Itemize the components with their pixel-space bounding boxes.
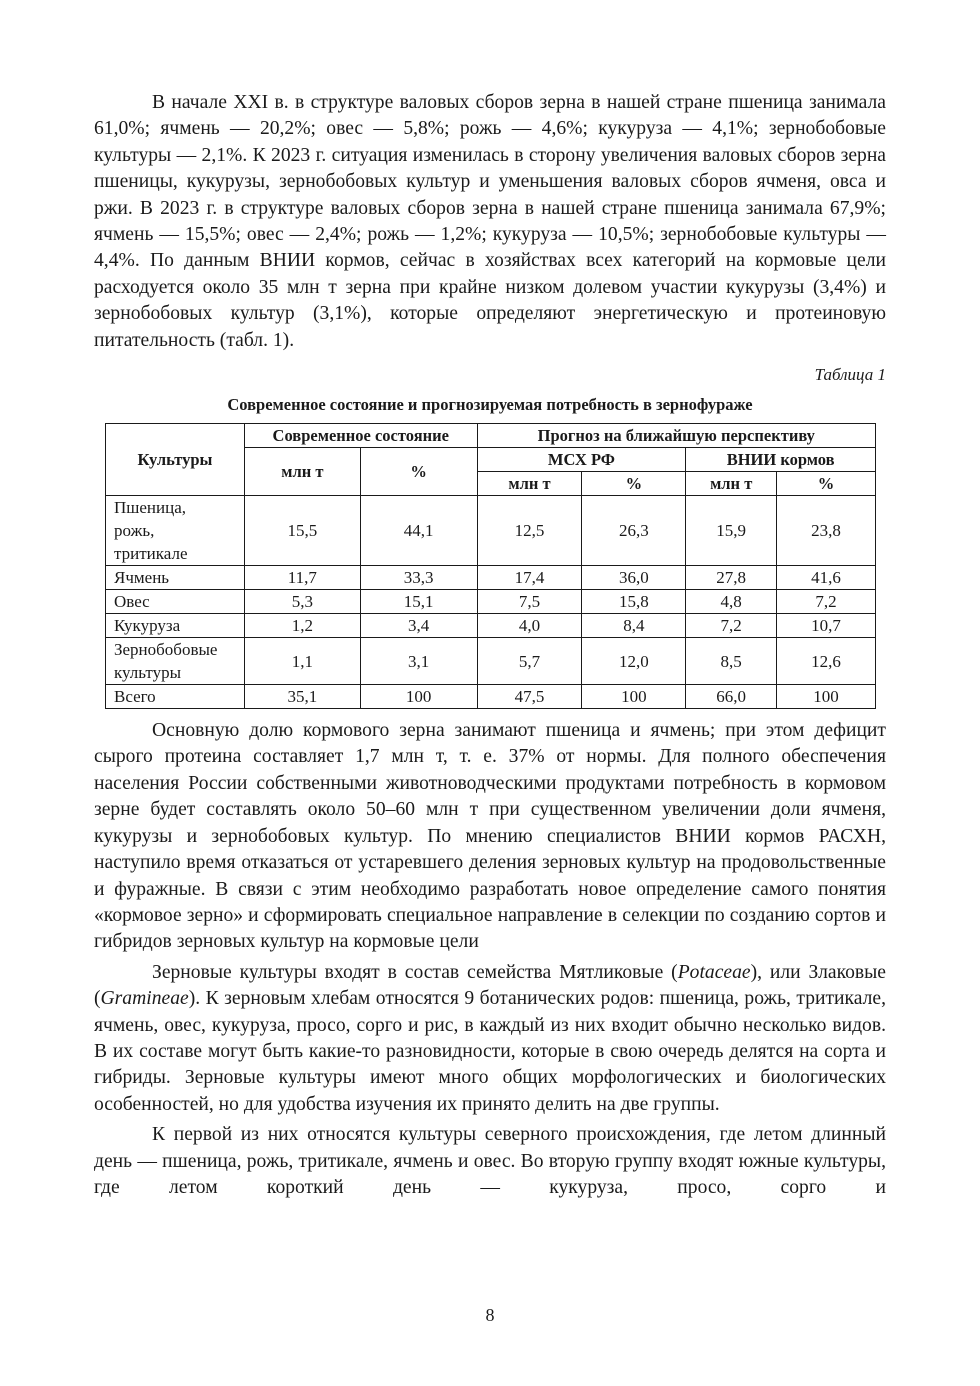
page-number: 8 (485, 1305, 495, 1325)
cell: 7,2 (777, 590, 876, 614)
cell: 26,3 (582, 496, 686, 566)
latin-name: Gramineae (100, 988, 189, 1010)
header-crops: Культуры (106, 424, 245, 496)
cell: 33,3 (360, 566, 477, 590)
table-row (106, 496, 876, 566)
cell: 5,3 (244, 590, 360, 614)
cell: 35,1 (244, 685, 360, 709)
cell: 27,8 (686, 566, 777, 590)
page-content (94, 90, 886, 1201)
table-row-total (106, 685, 876, 709)
row-name: Овес (106, 590, 245, 614)
cell: 4,8 (686, 590, 777, 614)
table-label: Таблица 1 (814, 365, 886, 385)
row-name: Пшеница, рожь, тритикале (106, 496, 245, 566)
cell: 41,6 (777, 566, 876, 590)
cell: 12,5 (477, 496, 582, 566)
cell: 7,5 (477, 590, 582, 614)
cell: 44,1 (360, 496, 477, 566)
cell: 1,2 (244, 614, 360, 638)
row-name: Зернобобовые культуры (106, 638, 245, 685)
row-name: Кукуруза (106, 614, 245, 638)
cell: 7,2 (686, 614, 777, 638)
cell: 15,5 (244, 496, 360, 566)
cell: 11,7 (244, 566, 360, 590)
cell: 15,9 (686, 496, 777, 566)
cell: 100 (777, 685, 876, 709)
cell: 15,8 (582, 590, 686, 614)
cell: 12,6 (777, 638, 876, 685)
paragraph-feed-grain: Основную долю кормового зерна занимают пшеница и ячмень; при этом дефицит сырого протеина составляет 1,7 млн т, т. е. 37% от нормы. Для полного обеспечения населения России собственными животноводческими продуктами потребность в кормовом зерне будет составлять около 50–60 млн т при существенном увеличении доли ячменя, кукурузы и зернобобовых культур. По мнению специалистов ВНИИ кормов РАСХН, наступило время отказаться от устаревшего деления зерновых культур на продовольственные и фуражные. В связи с этим необходимо разработать новое определение самого понятия «кормовое зерно» и сформировать специальное направление в селекции по созданию сортов и гибридов зерновых культур на кормовые цели (94, 720, 886, 953)
cell: 15,1 (360, 590, 477, 614)
table-row (106, 638, 876, 685)
cell: 100 (582, 685, 686, 709)
cell: 12,0 (582, 638, 686, 685)
cell: 8,4 (582, 614, 686, 638)
header-current-pct: % (360, 448, 477, 496)
header-vnii-mt: млн т (686, 472, 777, 496)
row-name: Ячмень (106, 566, 245, 590)
cell: 17,4 (477, 566, 582, 590)
header-current: Современное состояние (244, 424, 477, 448)
cell: 10,7 (777, 614, 876, 638)
cell: 3,1 (360, 638, 477, 685)
intro-paragraph: В начале XXI в. в структуре валовых сборов зерна в нашей стране пшеница занимала 61,0%; ячмень — 20,2%; овес — 5,8%; рожь — 4,6%; кукуруза — 4,1%; зернобобовые культуры — 2,1%. К 2023 г. ситуация изменилась в сторону увеличения валовых сборов зерна пшеницы, кукурузы, зернобобовых культур и уменьшения валовых сборов ячменя, овса и ржи. В 2023 г. в структуре валовых сборов зерна в нашей стране пшеница занимала 67,9%; ячмень — 15,5%; овес — 2,4%; рожь — 1,2%; кукуруза — 10,5%; зернобобовые культуры — 4,4%. По данным ВНИИ кормов, сейчас в хозяйствах всех категорий на кормовые цели расходуется около 35 млн т зерна при крайне низком долевом участии кукурузы (3,4%) и зернобобовых культур (3,1%), которые определяют энергетическую и протеиновую питательность (табл. 1). (94, 92, 886, 351)
cell: 100 (360, 685, 477, 709)
header-vnii: ВНИИ кормов (686, 448, 876, 472)
cell: 8,5 (686, 638, 777, 685)
paragraph-botany: Зерновые культуры входят в состав семейства Мятликовые (Potaceae), или Злаковые (Gramineae). К зерновым хлебам относятся 9 ботанических родов: пшеница, рожь, тритикале, ячмень, овес, кукуруза, просо, сорго и рис, в каждый из них входит обычно несколько видов. В их составе могут быть какие-то разновидности, которые в свою очередь делятся на сорта и гибриды. Зерновые культуры имеют много общих морфологических и биологических особенностей, но для удобства изучения их принято делить на две группы. (94, 961, 886, 1115)
table-row (106, 590, 876, 614)
header-forecast: Прогноз на ближайшую перспективу (477, 424, 875, 448)
cell: 23,8 (777, 496, 876, 566)
row-name: Всего (106, 685, 245, 709)
table-title: Современное состояние и прогнозируемая потребность в зернофураже (227, 395, 753, 415)
cell: 4,0 (477, 614, 582, 638)
header-current-mt: млн т (244, 448, 360, 496)
cell: 5,7 (477, 638, 582, 685)
cell: 3,4 (360, 614, 477, 638)
cell: 36,0 (582, 566, 686, 590)
table-row (106, 614, 876, 638)
cell: 47,5 (477, 685, 582, 709)
latin-name: Potaceae (677, 961, 751, 983)
table-row (106, 566, 876, 590)
cell: 1,1 (244, 638, 360, 685)
paragraph-groups: К первой из них относятся культуры северного происхождения, где летом длинный день — пшеница, рожь, тритикале, ячмень и овес. Во вторую группу входят южные культуры, где летом короткий день — кукуруза, просо, сорго и (94, 1124, 886, 1198)
header-mcx-mt: млн т (477, 472, 582, 496)
header-vnii-pct: % (777, 472, 876, 496)
header-mcx-pct: % (582, 472, 686, 496)
header-mcx: МСХ РФ (477, 448, 686, 472)
cell: 66,0 (686, 685, 777, 709)
grain-feed-table (105, 423, 876, 709)
